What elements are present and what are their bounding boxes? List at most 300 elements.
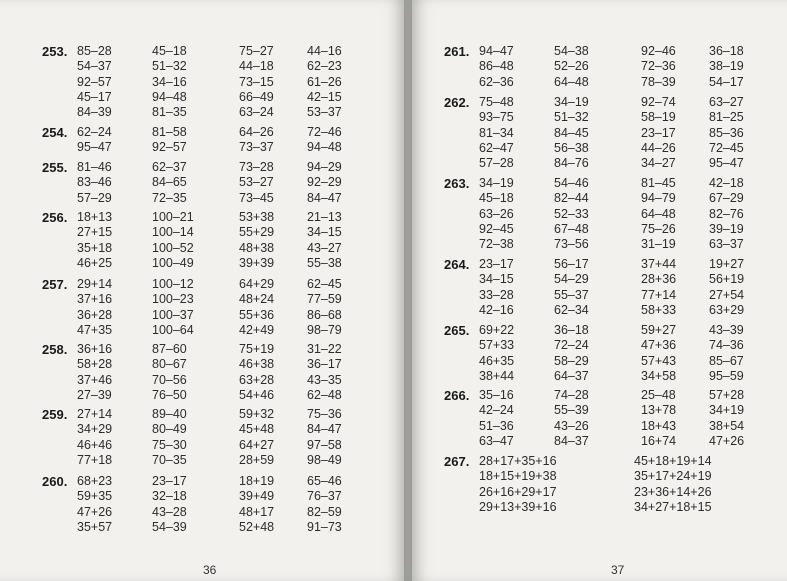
expression: 42–15 [307, 89, 342, 104]
expression: 44–16 [307, 44, 342, 58]
expression: 19+27 [709, 257, 745, 271]
expression: 92–46 [641, 44, 676, 58]
expression: 76–50 [152, 387, 187, 402]
expression: 51–32 [554, 110, 589, 125]
exercise-number: 258. [42, 342, 68, 357]
exercise-number: 261. [444, 44, 470, 59]
expression: 42–18 [709, 176, 744, 190]
expression: 23–17 [152, 474, 187, 488]
expression: 36+28 [77, 307, 113, 322]
expression-column [641, 257, 676, 318]
exercise-number: 260. [42, 474, 68, 489]
expression: 45–17 [77, 89, 112, 104]
expression: 84–76 [554, 156, 589, 171]
expression: 64–37 [554, 368, 589, 383]
expression: 81–34 [479, 125, 514, 140]
expression: 68+23 [77, 474, 113, 488]
expression: 63–47 [479, 433, 514, 448]
expression: 27+15 [77, 225, 113, 240]
expression: 46+25 [77, 255, 113, 270]
expression: 98–49 [307, 452, 342, 467]
expression-column [634, 454, 712, 515]
expression: 72–38 [479, 237, 514, 252]
expression-column [239, 44, 274, 120]
expression: 45–18 [152, 44, 187, 58]
expression: 75+19 [239, 342, 275, 356]
expression: 34+58 [641, 368, 677, 383]
expression: 81–58 [152, 125, 187, 139]
expression: 82–59 [307, 504, 342, 519]
expression: 42–16 [479, 302, 514, 317]
expression: 77+18 [77, 452, 113, 467]
expression: 27+54 [709, 287, 745, 302]
expression: 84–47 [307, 422, 342, 437]
expression: 37+44 [641, 257, 677, 271]
expression: 85–36 [709, 125, 744, 140]
expression: 18+13 [77, 210, 113, 224]
expression: 84–45 [554, 125, 589, 140]
expression-column [307, 342, 342, 403]
expression: 39+39 [239, 255, 275, 270]
expression: 29+13+39+16 [479, 499, 557, 514]
expression: 58+28 [77, 357, 113, 372]
expression: 28+59 [239, 452, 275, 467]
expression: 63–26 [479, 206, 514, 221]
exercise-number: 253. [42, 44, 68, 59]
expression-column [554, 95, 589, 171]
expression: 62–45 [307, 277, 342, 291]
expression: 62–48 [307, 387, 342, 402]
expression-column [77, 474, 112, 535]
expression-column [239, 160, 274, 206]
expression: 32–18 [152, 489, 187, 504]
expression: 43–26 [554, 418, 589, 433]
expression: 100–23 [152, 292, 194, 307]
expression: 26+16+29+17 [479, 484, 557, 499]
expression: 84–47 [307, 190, 342, 205]
expression: 95–47 [709, 156, 744, 171]
expression: 45+48 [239, 422, 275, 437]
expression: 94–48 [307, 140, 342, 155]
expression: 72–35 [152, 190, 187, 205]
expression-column [239, 474, 274, 535]
expression: 47+35 [77, 322, 113, 337]
expression-column [479, 323, 514, 384]
expression: 55–39 [554, 403, 589, 418]
expression: 52–33 [554, 206, 589, 221]
expression: 81–25 [709, 110, 744, 125]
expression: 34–19 [554, 95, 589, 109]
expression: 78–39 [641, 74, 676, 89]
expression-column [239, 407, 274, 468]
expression: 95–47 [77, 140, 112, 155]
expression: 64+27 [239, 437, 275, 452]
expression: 13+78 [641, 403, 677, 418]
expression: 37+46 [77, 372, 113, 387]
expression: 34–27 [641, 156, 676, 171]
expression-column [479, 454, 557, 515]
expression: 59+32 [239, 407, 275, 421]
expression: 64+29 [239, 277, 275, 291]
expression-column [239, 342, 274, 403]
expression: 23–17 [479, 257, 514, 271]
expression: 98–79 [307, 322, 342, 337]
expression-column [152, 160, 187, 206]
expression-column [152, 342, 187, 403]
expression: 38+54 [709, 418, 745, 433]
expression: 70–35 [152, 452, 187, 467]
expression-column [152, 407, 187, 468]
expression: 56–38 [554, 140, 589, 155]
expression: 92–45 [479, 221, 514, 236]
expression: 48+24 [239, 292, 275, 307]
expression-column [307, 44, 342, 120]
expression: 52–26 [554, 59, 589, 74]
expression: 43–28 [152, 504, 187, 519]
expression: 84–39 [77, 105, 112, 120]
expression: 47+26 [77, 504, 113, 519]
expression: 77–59 [307, 292, 342, 307]
expression: 34–15 [479, 272, 514, 287]
expression: 51–36 [479, 418, 514, 433]
expression: 100–14 [152, 225, 194, 240]
expression-column [77, 277, 112, 338]
expression: 47+36 [641, 338, 677, 353]
expression: 75–36 [307, 407, 342, 421]
expression: 34–16 [152, 74, 187, 89]
page-number-left: 36 [203, 563, 217, 577]
expression-column [641, 176, 676, 252]
expression: 62–23 [307, 59, 342, 74]
exercise-number: 256. [42, 210, 68, 225]
expression: 61–26 [307, 74, 342, 89]
expression-column [554, 323, 589, 384]
expression: 89–40 [152, 407, 187, 421]
page-number-right: 37 [611, 563, 625, 577]
expression: 55+36 [239, 307, 275, 322]
expression: 94–29 [307, 160, 342, 174]
expression: 67–29 [709, 191, 744, 206]
expression: 36–18 [554, 323, 589, 337]
expression: 28+36 [641, 272, 677, 287]
expression: 70–56 [152, 372, 187, 387]
expression: 56+19 [709, 272, 745, 287]
expression: 76–37 [307, 489, 342, 504]
expression: 67–48 [554, 221, 589, 236]
expression: 92–57 [77, 74, 112, 89]
expression: 93–75 [479, 110, 514, 125]
expression: 28+17+35+16 [479, 454, 557, 468]
expression: 74–28 [554, 388, 589, 402]
expression: 55–37 [554, 287, 589, 302]
expression: 59+27 [641, 323, 677, 337]
expression: 34–15 [307, 225, 342, 240]
expression: 35+17+24+19 [634, 469, 712, 484]
expression: 51–32 [152, 59, 187, 74]
expression: 35+18 [77, 240, 113, 255]
expression: 66–49 [239, 89, 274, 104]
expression-column [479, 388, 514, 449]
expression: 35+57 [77, 519, 113, 534]
expression-column [307, 125, 342, 156]
expression-column [709, 388, 744, 449]
expression: 46+38 [239, 357, 275, 372]
expression: 42–24 [479, 403, 514, 418]
exercise-number: 263. [444, 176, 470, 191]
exercise-number: 262. [444, 95, 470, 110]
expression: 27+14 [77, 407, 113, 421]
expression-column [479, 257, 514, 318]
expression: 63–27 [709, 95, 744, 109]
expression: 43–27 [307, 240, 342, 255]
expression-column [239, 125, 274, 156]
expression: 100–37 [152, 307, 194, 322]
expression-column [152, 277, 194, 338]
expression: 31–19 [641, 237, 676, 252]
expression: 53+38 [239, 210, 275, 224]
expression: 38–19 [709, 59, 744, 74]
expression: 73–28 [239, 160, 274, 174]
expression: 72–24 [554, 338, 589, 353]
expression: 18+15+19+38 [479, 469, 557, 484]
expression: 44–26 [641, 140, 676, 155]
expression: 55+29 [239, 225, 275, 240]
expression: 80–67 [152, 357, 187, 372]
expression: 46+46 [77, 437, 113, 452]
expression: 87–60 [152, 342, 187, 356]
expression: 48+38 [239, 240, 275, 255]
expression: 31–22 [307, 342, 342, 356]
expression: 54–38 [554, 44, 589, 58]
expression: 73–56 [554, 237, 589, 252]
expression-column [709, 257, 744, 318]
expression: 59+35 [77, 489, 113, 504]
expression-column [77, 44, 112, 120]
expression-column [554, 388, 589, 449]
expression: 16+74 [641, 433, 677, 448]
expression: 75–27 [239, 44, 274, 58]
expression: 100–49 [152, 255, 194, 270]
expression-column [152, 210, 194, 271]
expression: 39+49 [239, 489, 275, 504]
expression: 74–36 [709, 338, 744, 353]
expression: 45+18+19+14 [634, 454, 712, 468]
expression-column [152, 474, 187, 535]
exercise-number: 267. [444, 454, 470, 469]
expression: 54–17 [709, 74, 744, 89]
expression: 38+44 [479, 368, 515, 383]
expression: 54–29 [554, 272, 589, 287]
expression: 34–19 [479, 176, 514, 190]
expression: 57–28 [479, 156, 514, 171]
expression: 57+33 [479, 338, 515, 353]
expression-column [77, 210, 112, 271]
expression: 62–47 [479, 140, 514, 155]
expression-column [152, 125, 187, 156]
expression: 57–29 [77, 190, 112, 205]
expression: 63+28 [239, 372, 275, 387]
expression: 92–74 [641, 95, 676, 109]
expression: 85–28 [77, 44, 112, 58]
expression-column [479, 44, 514, 90]
expression: 62–37 [152, 160, 187, 174]
expression: 25–48 [641, 388, 676, 402]
expression: 77+14 [641, 287, 677, 302]
expression: 72–46 [307, 125, 342, 139]
expression: 82–76 [709, 206, 744, 221]
expression: 63–24 [239, 105, 274, 120]
expression-column [554, 176, 589, 252]
exercise-number: 257. [42, 277, 68, 292]
expression: 43–35 [307, 372, 342, 387]
expression-column [641, 95, 676, 171]
expression: 53–37 [307, 105, 342, 120]
expression: 80–49 [152, 422, 187, 437]
expression: 33–28 [479, 287, 514, 302]
exercise-number: 266. [444, 388, 470, 403]
expression: 63+29 [709, 302, 745, 317]
expression: 100–52 [152, 240, 194, 255]
exercise-number: 264. [444, 257, 470, 272]
expression: 37+16 [77, 292, 113, 307]
expression-column [307, 210, 342, 271]
expression-column [709, 323, 744, 384]
expression: 62–34 [554, 302, 589, 317]
exercise-number: 259. [42, 407, 68, 422]
expression: 39–19 [709, 221, 744, 236]
expression: 86–48 [479, 59, 514, 74]
expression: 97–58 [307, 437, 342, 452]
expression-column [77, 125, 112, 156]
expression-column [77, 342, 112, 403]
expression-column [152, 44, 187, 120]
expression: 91–73 [307, 519, 342, 534]
expression-column [307, 277, 342, 338]
expression: 100–64 [152, 322, 194, 337]
expression: 86–68 [307, 307, 342, 322]
expression: 34+29 [77, 422, 113, 437]
expression: 84–65 [152, 175, 187, 190]
expression: 69+22 [479, 323, 515, 337]
expression: 36–17 [307, 357, 342, 372]
expression: 81–46 [77, 160, 112, 174]
expression: 75–26 [641, 221, 676, 236]
expression: 48+17 [239, 504, 275, 519]
expression: 54–46 [554, 176, 589, 190]
expression-column [709, 176, 744, 252]
expression: 73–45 [239, 190, 274, 205]
expression: 73–37 [239, 140, 274, 155]
book-gutter [404, 0, 412, 581]
expression: 95–59 [709, 368, 744, 383]
expression: 94–79 [641, 191, 676, 206]
expression: 58–29 [554, 353, 589, 368]
expression-column [641, 44, 676, 90]
expression: 94–48 [152, 89, 187, 104]
expression: 58+33 [641, 302, 677, 317]
expression: 57+28 [709, 388, 745, 402]
expression: 83–46 [77, 175, 112, 190]
expression: 34+19 [709, 403, 745, 418]
expression: 18+43 [641, 418, 677, 433]
expression-column [239, 277, 274, 338]
expression: 44–18 [239, 59, 274, 74]
expression-column [709, 95, 744, 171]
expression-column [641, 323, 676, 384]
expression: 85–67 [709, 353, 744, 368]
expression: 92–29 [307, 175, 342, 190]
expression: 27–39 [77, 387, 112, 402]
expression: 54+46 [239, 387, 275, 402]
expression: 94–47 [479, 44, 514, 58]
expression: 52+48 [239, 519, 275, 534]
expression: 56–17 [554, 257, 589, 271]
expression: 72–45 [709, 140, 744, 155]
expression: 35–16 [479, 388, 514, 402]
expression-column [239, 210, 274, 271]
expression: 46+35 [479, 353, 515, 368]
expression: 63–37 [709, 237, 744, 252]
expression: 23–17 [641, 125, 676, 140]
expression-column [479, 176, 514, 252]
expression: 64–26 [239, 125, 274, 139]
exercise-number: 254. [42, 125, 68, 140]
expression-column [641, 388, 676, 449]
expression: 18+19 [239, 474, 275, 488]
expression: 54–39 [152, 519, 187, 534]
expression: 29+14 [77, 277, 113, 291]
expression: 45–18 [479, 191, 514, 206]
expression-column [554, 257, 589, 318]
expression: 36–18 [709, 44, 744, 58]
expression-column [307, 474, 342, 535]
expression-column [307, 407, 342, 468]
expression: 75–48 [479, 95, 514, 109]
expression: 81–45 [641, 176, 676, 190]
expression: 65–46 [307, 474, 342, 488]
exercise-number: 255. [42, 160, 68, 175]
expression: 34+27+18+15 [634, 499, 712, 514]
expression: 54–37 [77, 59, 112, 74]
expression: 84–37 [554, 433, 589, 448]
expression: 64–48 [641, 206, 676, 221]
expression: 55–38 [307, 255, 342, 270]
expression: 58–19 [641, 110, 676, 125]
expression: 62–24 [77, 125, 112, 139]
expression: 64–48 [554, 74, 589, 89]
expression: 82–44 [554, 191, 589, 206]
expression: 81–35 [152, 105, 187, 120]
expression: 21–13 [307, 210, 342, 224]
expression-column [77, 407, 112, 468]
expression: 36+16 [77, 342, 113, 356]
expression: 75–30 [152, 437, 187, 452]
expression: 57+43 [641, 353, 677, 368]
expression-column [307, 160, 342, 206]
expression-column [77, 160, 112, 206]
expression: 42+49 [239, 322, 275, 337]
expression: 72–36 [641, 59, 676, 74]
expression: 100–12 [152, 277, 194, 291]
expression-column [554, 44, 589, 90]
expression: 92–57 [152, 140, 187, 155]
expression: 43–39 [709, 323, 744, 337]
expression: 53–27 [239, 175, 274, 190]
expression-column [709, 44, 744, 90]
expression: 47+26 [709, 433, 745, 448]
exercise-number: 265. [444, 323, 470, 338]
expression-column [479, 95, 514, 171]
